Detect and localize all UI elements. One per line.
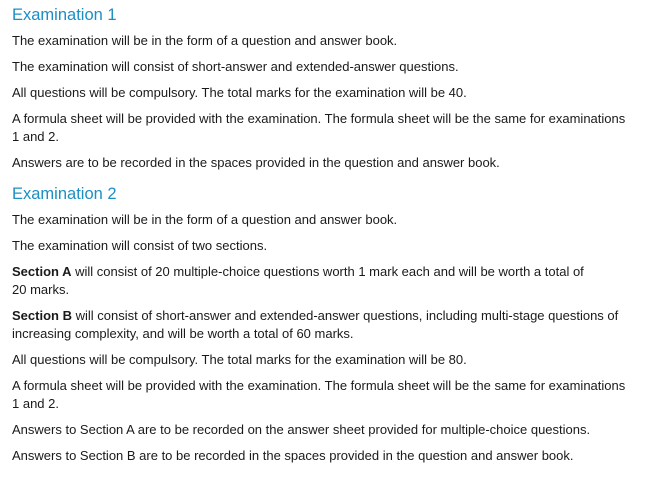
exam1-heading: Examination 1 [12,6,117,24]
exam2-section-b [12,307,646,343]
exam2-formula-sheet-line1: A formula sheet will be provided with the examination. The formula sheet will be the same for examinations [12,378,626,393]
exam1-total-marks: All questions will be compulsory. The total marks for the examination will be 40. [12,85,467,100]
exam1-answers: Answers are to be recorded in the spaces provided in the question and answer book. [12,155,500,170]
exam2-formula-sheet-line2: 1 and 2. [12,396,59,411]
exam1-format: The examination will be in the form of a question and answer book. [12,33,398,48]
exam1-formula-sheet-line1: A formula sheet will be provided with the examination. The formula sheet will be the same for examinations [12,111,626,126]
exam2-sections: The examination will consist of two sections. [12,238,268,253]
section-b-text-line1: will consist of short-answer and extended-answer questions, including multi-stage questions of [71,308,619,323]
exam2-answers-section-b: Answers to Section B are to be recorded in the spaces provided in the question and answer book. [12,448,574,463]
section-a-text-line1: will consist of 20 multiple-choice questions worth 1 mark each and will be worth a total of [71,264,584,279]
exam1-formula-sheet-line2: 1 and 2. [12,129,59,144]
exam1-question-types: The examination will consist of short-answer and extended-answer questions. [12,59,459,74]
section-a-label: Section A [12,264,72,279]
exam1-formula-sheet [12,110,646,146]
exam2-answers-section-a: Answers to Section A are to be recorded on the answer sheet provided for multiple-choice questions. [12,422,591,437]
section-b-label: Section B [12,308,72,323]
exam2-section-a [12,263,646,299]
exam2-formula-sheet [12,377,646,413]
exam2-total-marks: All questions will be compulsory. The total marks for the examination will be 80. [12,352,467,367]
section-a-text-line2: 20 marks. [12,282,70,297]
exam2-heading: Examination 2 [12,185,117,203]
section-b-text-line2: increasing complexity, and will be worth a total of 60 marks. [12,326,354,341]
exam2-format: The examination will be in the form of a question and answer book. [12,212,398,227]
